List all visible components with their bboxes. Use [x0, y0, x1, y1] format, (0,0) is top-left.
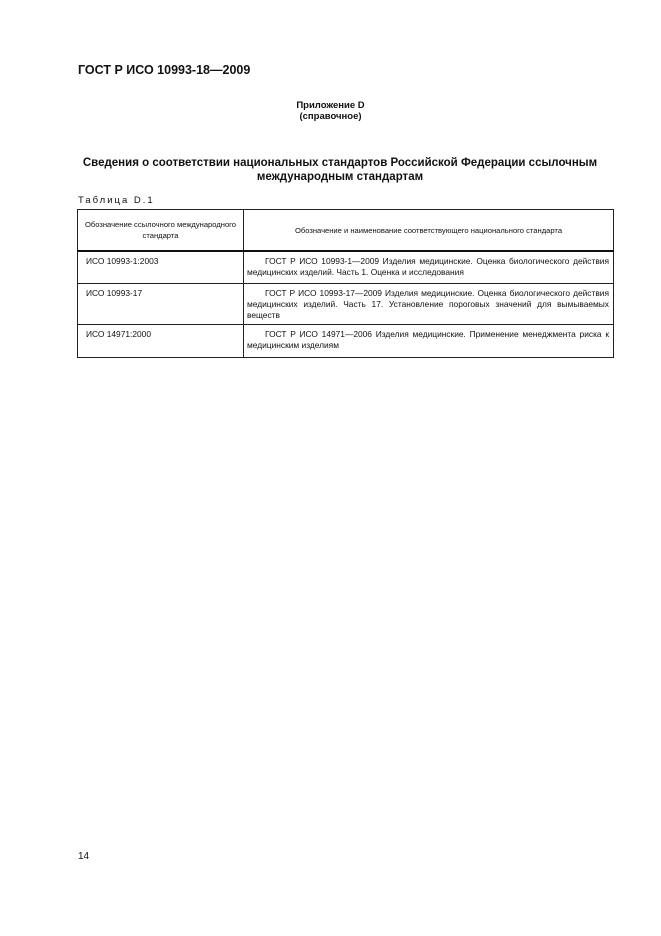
document-code: ГОСТ Р ИСО 10993-18—2009	[78, 63, 251, 77]
national-standard-cell: ГОСТ Р ИСО 10993-17—2009 Изделия медицинские. Оценка биологического действия медицинских изделий. Часть 17. Установление пороговых значений для вымываемых веществ	[247, 287, 609, 320]
ref-standard-cell: ИСО 10993-1:2003	[78, 251, 244, 283]
table-row	[78, 283, 614, 324]
annex-heading	[0, 100, 661, 122]
ref-standard-cell: ИСО 10993-17	[78, 283, 244, 324]
table-label: Таблица D.1	[78, 195, 155, 206]
page-number: 14	[78, 851, 90, 862]
table-row	[78, 324, 614, 357]
annex-type: (справочное)	[299, 111, 362, 122]
table-row	[78, 251, 614, 283]
national-standard-cell: ГОСТ Р ИСО 10993-1—2009 Изделия медицинские. Оценка биологического действия медицинских изделий. Часть 1. Оценка и исследования	[247, 256, 609, 277]
national-standard-cell: ГОСТ Р ИСО 14971—2006 Изделия медицинские. Применение менеджмента риска к медицинским изделиям	[247, 328, 609, 350]
correspondence-table	[77, 209, 614, 358]
section-title: Сведения о соответствии национальных стандартов Российской Федерации ссылочным международным стандартам	[82, 157, 598, 183]
header-ref-standard: Обозначение ссылочного международного стандарта	[78, 210, 244, 252]
ref-standard-cell: ИСО 14971:2000	[78, 324, 244, 357]
annex-title: Приложение D	[296, 100, 365, 111]
header-national-standard: Обозначение и наименование соответствующего национального стандарта	[244, 210, 614, 252]
table-header-row	[78, 210, 614, 252]
